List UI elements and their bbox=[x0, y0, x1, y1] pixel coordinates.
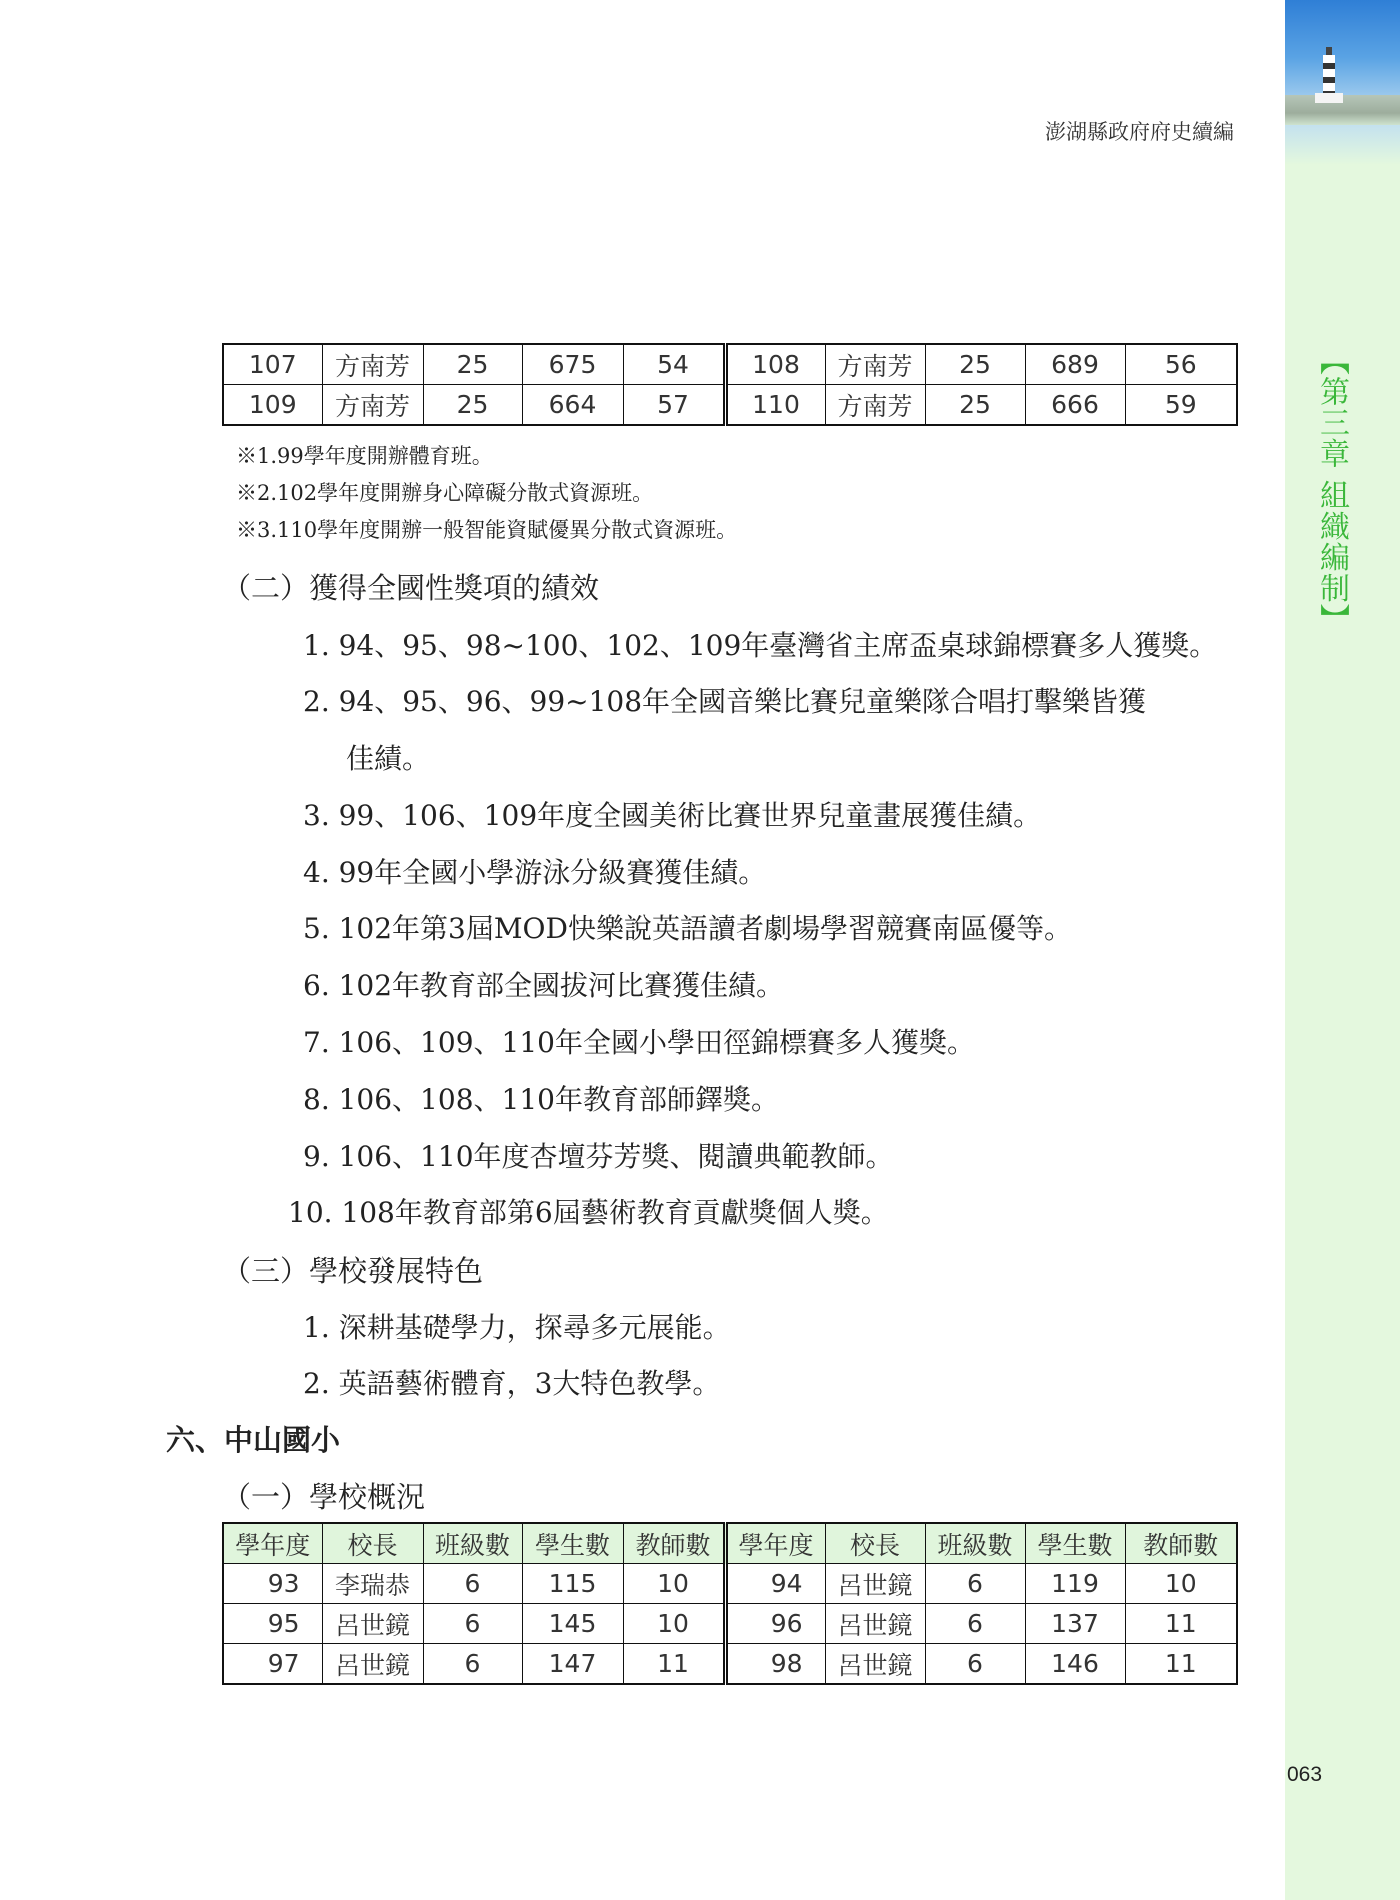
column-header: 校長 bbox=[322, 1523, 423, 1564]
table-cell: 李瑞恭 bbox=[322, 1564, 423, 1604]
table-cell: 107 bbox=[223, 344, 322, 385]
table-cell: 147 bbox=[522, 1644, 623, 1685]
table-cell: 110 bbox=[725, 385, 825, 426]
column-header: 校長 bbox=[825, 1523, 925, 1564]
table-cell: 25 bbox=[925, 344, 1025, 385]
section-heading: （二）獲得全國性獎項的績效 bbox=[222, 571, 600, 605]
table-cell: 95 bbox=[223, 1604, 322, 1644]
table-cell: 94 bbox=[725, 1564, 825, 1604]
list-item: 3. 99、106、109年度全國美術比賽世界兒童畫展獲佳績。 bbox=[303, 799, 1042, 832]
page-number: 063 bbox=[1287, 1763, 1323, 1786]
table-cell: 11 bbox=[1125, 1604, 1237, 1644]
table-cell: 方南芳 bbox=[322, 344, 423, 385]
table-cell: 呂世鏡 bbox=[322, 1604, 423, 1644]
section-heading: （一）學校概況 bbox=[222, 1480, 426, 1514]
column-header: 教師數 bbox=[623, 1523, 725, 1564]
column-header: 學生數 bbox=[522, 1523, 623, 1564]
list-item: 5. 102年第3屆MOD快樂說英語讀者劇場學習競賽南區優等。 bbox=[303, 912, 1072, 945]
column-header: 班級數 bbox=[423, 1523, 522, 1564]
table-cell: 97 bbox=[223, 1644, 322, 1685]
list-item: 2. 英語藝術體育，3大特色教學。 bbox=[303, 1367, 721, 1400]
table-cell: 56 bbox=[1125, 344, 1237, 385]
column-header: 學年度 bbox=[223, 1523, 322, 1564]
table-cell: 方南芳 bbox=[322, 385, 423, 426]
school-heading: 六、中山國小 bbox=[166, 1423, 341, 1457]
lighthouse-icon bbox=[1323, 55, 1335, 100]
table-cell: 25 bbox=[423, 385, 522, 426]
list-item: 6. 102年教育部全國拔河比賽獲佳績。 bbox=[303, 969, 785, 1002]
table-cell: 11 bbox=[623, 1644, 725, 1685]
list-item: 2. 94、95、96、99~108年全國音樂比賽兒童樂隊合唱打擊樂皆獲 bbox=[303, 685, 1147, 718]
table-cell: 98 bbox=[725, 1644, 825, 1685]
table-row bbox=[223, 1644, 1237, 1685]
book-title: 澎湖縣政府府史續編 bbox=[1045, 120, 1234, 144]
table-cell: 115 bbox=[522, 1564, 623, 1604]
list-item: 4. 99年全國小學游泳分級賽獲佳績。 bbox=[303, 856, 767, 889]
column-header: 學生數 bbox=[1025, 1523, 1125, 1564]
table-cell: 10 bbox=[1125, 1564, 1237, 1604]
table-cell: 6 bbox=[925, 1604, 1025, 1644]
list-item: 8. 106、108、110年教育部師鐸獎。 bbox=[303, 1083, 779, 1116]
table-cell: 25 bbox=[925, 385, 1025, 426]
list-item: 9. 106、110年度杏壇芬芳獎、閱讀典範教師。 bbox=[303, 1140, 894, 1173]
table-cell: 675 bbox=[522, 344, 623, 385]
list-item: 10. 108年教育部第6屆藝術教育貢獻獎個人獎。 bbox=[288, 1196, 889, 1229]
column-header: 教師數 bbox=[1125, 1523, 1237, 1564]
table-row bbox=[223, 1604, 1237, 1644]
table-cell: 呂世鏡 bbox=[322, 1644, 423, 1685]
table-cell: 108 bbox=[725, 344, 825, 385]
note: ※2.102學年度開辦身心障礙分散式資源班。 bbox=[236, 481, 654, 505]
table-cell: 54 bbox=[623, 344, 725, 385]
table-cell: 6 bbox=[423, 1604, 522, 1644]
table-cell: 57 bbox=[623, 385, 725, 426]
table-cell: 59 bbox=[1125, 385, 1237, 426]
table-cell: 方南芳 bbox=[825, 344, 925, 385]
table-cell: 93 bbox=[223, 1564, 322, 1604]
table-cell: 119 bbox=[1025, 1564, 1125, 1604]
table-cell: 呂世鏡 bbox=[825, 1644, 925, 1685]
table-cell: 666 bbox=[1025, 385, 1125, 426]
note: ※3.110學年度開辦一般智能資賦優異分散式資源班。 bbox=[236, 518, 738, 542]
table-cell: 137 bbox=[1025, 1604, 1125, 1644]
table-cell: 145 bbox=[522, 1604, 623, 1644]
chapter-tab: 【第三章 組織編制】 bbox=[1314, 345, 1349, 635]
table-cell: 6 bbox=[423, 1564, 522, 1604]
list-item-continuation: 佳績。 bbox=[346, 742, 431, 775]
table-cell: 呂世鏡 bbox=[825, 1564, 925, 1604]
table-cell: 10 bbox=[623, 1604, 725, 1644]
table-cell: 109 bbox=[223, 385, 322, 426]
chapter-sidebar bbox=[1285, 0, 1400, 1900]
school-overview-table bbox=[222, 1522, 1238, 1685]
lighthouse-banner-image bbox=[1285, 0, 1400, 165]
table-cell: 10 bbox=[623, 1564, 725, 1604]
column-header: 班級數 bbox=[925, 1523, 1025, 1564]
table-cell: 方南芳 bbox=[825, 385, 925, 426]
section-heading: （三）學校發展特色 bbox=[222, 1254, 484, 1288]
table-cell: 25 bbox=[423, 344, 522, 385]
table-cell: 6 bbox=[925, 1644, 1025, 1685]
table-row bbox=[223, 344, 1237, 385]
table-cell: 96 bbox=[725, 1604, 825, 1644]
table-cell: 6 bbox=[925, 1564, 1025, 1604]
table-cell: 呂世鏡 bbox=[825, 1604, 925, 1644]
table-cell: 664 bbox=[522, 385, 623, 426]
list-item: 7. 106、109、110年全國小學田徑錦標賽多人獲獎。 bbox=[303, 1026, 975, 1059]
table-cell: 146 bbox=[1025, 1644, 1125, 1685]
list-item: 1. 深耕基礎學力，探尋多元展能。 bbox=[303, 1311, 731, 1344]
table-row bbox=[223, 1564, 1237, 1604]
table-cell: 6 bbox=[423, 1644, 522, 1685]
table-row bbox=[223, 385, 1237, 426]
enrollment-table-continued bbox=[222, 343, 1238, 426]
table-cell: 689 bbox=[1025, 344, 1125, 385]
list-item: 1. 94、95、98~100、102、109年臺灣省主席盃桌球錦標賽多人獲獎。 bbox=[303, 629, 1218, 662]
table-cell: 11 bbox=[1125, 1644, 1237, 1685]
column-header: 學年度 bbox=[725, 1523, 825, 1564]
note: ※1.99學年度開辦體育班。 bbox=[236, 444, 493, 468]
